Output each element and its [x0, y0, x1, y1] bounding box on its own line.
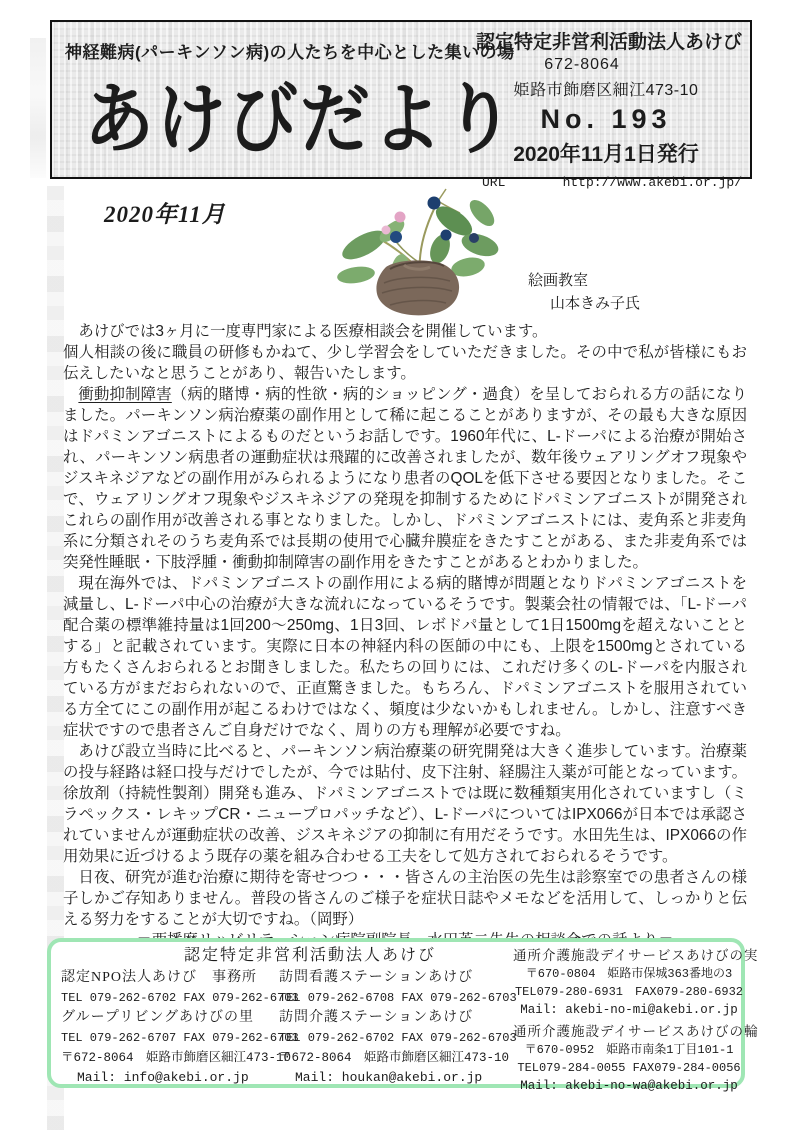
group-living-name: グループリビングあけびの里 — [61, 1010, 255, 1025]
care-station-tel-fax: TEL 079-262-6702 FAX 079-262-6703 — [279, 1031, 517, 1045]
dayservice-mi-mail: Mail: akebi-no-mi@akebi.or.jp — [520, 1003, 738, 1017]
paragraph-research-progress: あけび設立当時に比べると、パーキンソン病治療薬の研究開発は大きく進歩しています。治療薬の投与経路は経口投与だけでしたが、今では貼付、皮下注射、経腸注入薬が可能となっています。徐放剤（持続性製剤）開発も進み、ドパミンアゴニストでは既に数種類実用化されていますし（ミラペックス・レキップCR・ニュープロパッチなど）、L-ドーパについてはIPX066が日本では承認されていませんが運動症状の改善、ジスキネジアの抑制に有用だそうです。水田先生は、IPX066の作用効果に近づけるよう既存の薬を組み合わせる工夫をして処方されておられるそうです。 — [63, 743, 747, 865]
contact-org-title: 認定特定非営利活動法人あけび — [183, 947, 436, 964]
publisher-name: 認定特定非営利活動法人あけび — [475, 32, 742, 53]
publisher-block — [468, 27, 744, 190]
paragraph-impulse-disorder-rest: （病的賭博・病的性欲・病的ショッピング・過食）を呈しておられる方の話になりました。パーキンソン病治療薬の副作用として稀に起こることがありますが、その最も大きな原因はドパミンアゴニストによるものだというお話しです。1960年代に、L-ドーパによる治療が開始され、パーキンソン病患者の運動症状は飛躍的に改善されましたが、数年後ウェアリングオフ現象やジスキネジアなどの副作用がみられるようになり患者のQOLを低下させる要因となりました。そこで、ウェアリングオフ現象やジスキネジアの発現を抑制するためにドパミンアゴニストが開発されこれらの副作用が改善される事となりました。しかし、ドパミンアゴニストには、麦角系と非麦角系に分類されそのうち麦角系では長期の使用で心臓弁膜症をきたすことがある、また非麦角系では突発性睡眠・下肢浮腫・衝動抑制障害の副作用をきたすことがあるとわかりました。 — [63, 386, 747, 571]
paragraph-closing: 日夜、研究が進む治療に期待を寄せつつ・・・皆さんの主治医の先生は診察室での患者さんの様子しかご存知ありません。普段の皆さんのご様子を症状日誌やメモなどを活用して、しっかりと伝える努力をすることが大切ですね。（岡野） — [63, 869, 747, 928]
station-address: 〒672-8064 姫路市飾磨区細江473-10 — [279, 1051, 510, 1065]
office-mail: Mail: info@akebi.or.jp — [77, 1070, 249, 1085]
station-mail: Mail: houkan@akebi.or.jp — [295, 1070, 483, 1085]
care-station-name: 訪問介護ステーションあけび — [279, 1010, 474, 1025]
dayservice-wa-name: 通所介護施設デイサービスあけびの輪 — [513, 1024, 759, 1039]
article-body — [63, 321, 747, 951]
month-heading: 2020年11月 — [104, 202, 226, 227]
url-value: http://www.akebi.or.jp/ — [562, 175, 742, 190]
dayservice-mi-tel-fax: TEL079-280-6931 FAX079-280-6932 — [514, 985, 744, 999]
office-address: 〒672-8064 姫路市飾磨区細江473-10 — [61, 1051, 292, 1065]
contact-column-office — [61, 968, 299, 1088]
contact-box — [47, 938, 759, 1093]
blueberry-branch-painting — [334, 183, 512, 321]
newsletter-title: あけびだより — [84, 76, 516, 163]
paragraph-intro-1: あけびでは3ヶ月に一度専門家による医療相談会を開催しています。 — [78, 323, 548, 340]
nursing-station-name: 訪問看護ステーションあけび — [279, 970, 474, 985]
illustration-caption — [528, 269, 640, 315]
underlined-term: 衝動抑制障害 — [78, 386, 172, 403]
publisher-address: 姫路市飾磨区細江473-10 — [513, 82, 699, 99]
dayservice-wa-mail: Mail: akebi-no-wa@akebi.or.jp — [520, 1079, 738, 1093]
contact-left-section — [61, 946, 517, 1085]
masthead — [50, 20, 752, 190]
contact-column-stations — [279, 968, 517, 1088]
caption-artist-name: 山本きみ子氏 — [550, 295, 641, 312]
publisher-postal-code: 672-8064 — [544, 56, 620, 73]
paragraph-impulse-disorder — [63, 384, 747, 573]
office-tel-fax: TEL 079-262-6702 FAX 079-262-6703 — [61, 991, 299, 1005]
dayservice-mi-address: 〒670-0804 姫路市保城363番地の3 — [525, 967, 733, 981]
issue-date: 2020年11月1日発行 — [513, 143, 699, 166]
group-living-tel-fax: TEL 079-262-6707 FAX 079-262-6703 — [61, 1031, 299, 1045]
watercolor-illustration — [334, 183, 512, 321]
paragraph-intro-2: 個人相談の後に職員の研修もかねて、少し学習会をしていただきました。その中で私が皆様にもお伝えしたいなと思うことがあり、報告いたします。 — [63, 344, 747, 382]
masthead-tagline: 神経難病(パーキンソン病)の人たちを中心とした集いの場 — [65, 43, 515, 62]
contact-column-dayservice — [513, 946, 759, 1093]
caption-class-name: 絵画教室 — [528, 272, 589, 289]
nursing-station-tel-fax: TEL 079-262-6708 FAX 079-262-6703 — [279, 991, 517, 1005]
paragraph-overseas: 現在海外では、ドパミンアゴニストの副作用による病的賭博が問題となりドパミンアゴニストを減量し、L-ドーパ中心の治療が大きな流れになっているそうです。製薬会社の情報では、「L-ドーパ配合薬の標準維持量は1回200～250mg、1日3回、レボドパ量として1日1500mgを超えないこととする」と記載されています。実際に日本の神経内科の医師の中にも、上限を1500mgとされている方もたくさんおられるとお聞きしました。私たちの回りには、これだけ多くのL-ドーパを内服されている方がまだおられないので、正直驚きました。もちろん、ドパミンアゴニストを服用されている方全てにこの副作用が起こるわけではなく、頻度は少ないかもしれません。しかし、注意すべき症状ですので患者さんご自身だけでなく、周りの方も理解が必要ですね。 — [63, 575, 747, 739]
issue-number: No. 193 — [540, 104, 672, 134]
contact-columns — [61, 968, 517, 1088]
dayservice-mi-name: 通所介護施設デイサービスあけびの実 — [513, 948, 759, 963]
dayservice-wa-tel-fax: TEL079-284-0055 FAX079-284-0056 — [517, 1061, 741, 1075]
url-label: URL — [482, 175, 506, 190]
dayservice-wa-address: 〒670-0952 姫路市南条1丁目101-1 — [524, 1043, 734, 1057]
scan-artifact-top — [30, 38, 46, 178]
office-name: 認定NPO法人あけび 事務所 — [61, 970, 258, 985]
